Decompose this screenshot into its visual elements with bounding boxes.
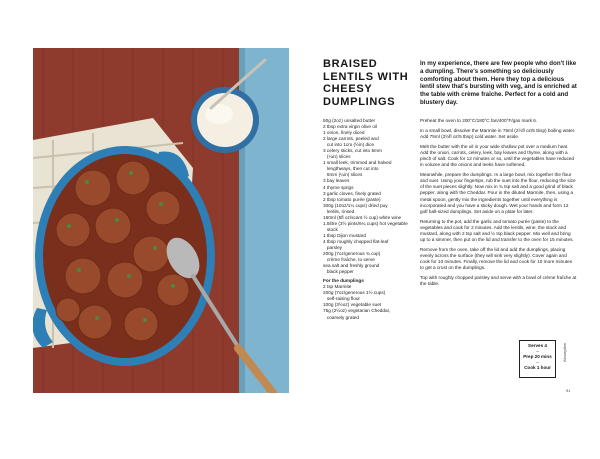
dumpling-ingredient-item: coarsely grated (323, 314, 359, 320)
dumpling-ingredient-item: 2 tsp Marmite (323, 284, 352, 290)
ingredient-item: 50g (2oz) unsalted butter (323, 118, 376, 123)
ingredient-item: lengthways, then cut into (323, 166, 379, 172)
ingredient-item: cut into 1cm (½in) dice (323, 142, 375, 148)
ingredient-item: sea salt and freshly ground (323, 263, 380, 269)
ingredient-item: 150ml (5fl oz/scant ½ cup) white wine (323, 214, 402, 220)
recipe-photo (33, 48, 289, 393)
prep-time: Prep 20 mins (523, 354, 552, 359)
method-step: Preheat the oven to 200°C/180°C fan/400°F/gas mark 6. (420, 118, 538, 123)
ingredient-item: 1.5litre (3½ pints/6¼ cups) hot vegetable (323, 220, 408, 226)
ingredient-item: 1 onion, finely diced (323, 130, 365, 136)
ingredient-item: 3 celery sticks, cut into 5mm (323, 148, 382, 154)
method-step: Top with roughly chopped parsley and serve with a bowl of crème fraîche at the table. (420, 275, 577, 287)
recipe-title: BRAISED LENTILS WITH CHEESY DUMPLINGS (323, 58, 409, 108)
method-step: Melt the butter with the oil in your wide shallow pot over a medium heat. Add the onion, carrots, celery, leek, bay leaves and thyme, along with a pinch of salt. Cook for 12 minutes or so, until the vegetables have reduced in volume and the onions and leeks have softened. (420, 144, 574, 168)
dumpling-ingredient-item: 100g (3½oz) vegetable suet (323, 302, 382, 308)
dumpling-ingredient-item: 75g (2½oz) vegetarian Cheddar, (323, 308, 391, 314)
method-step: Returning to the pot, add the garlic and tomato purée (paste) to the vegetables and cook for 2 minutes. Add the lentils, wine, the stock and mustard, along with 2 tsp salt and ½ tsp black pepper. Mix well and bring up to a simmer, then put on the lid and transfer to the oven for 15 minutes. (420, 218, 574, 242)
page-number: 91 (566, 388, 571, 393)
ingredient-item: 4 thyme sprigs (323, 184, 354, 190)
ingredient-item: black pepper (323, 269, 354, 275)
ingredient-item: (¼in) slices (323, 154, 351, 160)
ingredient-item: lentils, rinsed (323, 208, 355, 214)
section-label: Absorption (562, 342, 567, 362)
info-separator: – (536, 359, 539, 365)
method-step: Meanwhile, prepare the dumplings. In a large bowl, mix together the flour and suet. Using your fingertips, rub the suet into the flour, reducing the size of the suet pieces slightly. Now mix in ¾ tsp salt and a good grind of black pepper, along with the Cheddar. Pour in the diluted Marmite, then, using a metal spoon, gently mix the ingredients together until everything is incorporated and you have a sticky dough. Wet your hands and form 12 golf ball-sized dumplings. Set aside on a plate for later. (420, 172, 576, 214)
recipe-intro: In my experience, there are few people who don't like a dumpling. There's something so deliciously comforting about them. Here they top a delicious lentil stew that's bursting with veg, and is enriched at the table with crème fraîche. Perfect for a cold and blustery day. (420, 60, 577, 106)
ingredient-item: 2 large carrots, peeled and (323, 136, 379, 142)
ingredient-item: 4 tbsp roughly chopped flat-leaf (323, 238, 389, 244)
ingredient-item: 2 tbsp extra virgin olive oil (323, 124, 377, 130)
dumplings-heading: For the dumplings (323, 278, 364, 284)
ingredient-item: stock (323, 226, 338, 232)
info-separator: – (536, 348, 539, 354)
serving-info-box (519, 340, 556, 378)
dumplings-pan-illustration (33, 48, 289, 393)
method-steps (420, 118, 577, 291)
serves-label: Serves 4 (528, 343, 547, 348)
ingredient-item: 2 tbsp tomato purée (paste) (323, 196, 381, 202)
ingredients-list (323, 118, 415, 321)
ingredient-item: crème fraîche, to serve (323, 257, 375, 263)
ingredient-item: 3 bay leaves (323, 178, 350, 184)
ingredient-item: 5mm (¼in) slices (323, 172, 363, 178)
dumpling-ingredient-item: self-raising flour (323, 296, 360, 302)
ingredient-item: 1 tbsp Dijon mustard (323, 232, 366, 238)
method-step: Remove from the oven, take off the lid and add the dumplings, placing evenly across the surface (they will sink very slightly). Cover again and cook for 10 minutes. Finally, remove the lid and cook for 10 more minutes to get a crust on the dumplings. (420, 246, 573, 270)
ingredient-item: parsley (323, 244, 343, 250)
cook-time: Cook 1 hour (524, 365, 551, 370)
ingredient-item: 1 small leek, trimmed and halved (323, 160, 392, 166)
dumpling-ingredient-item: 200g (7oz/generous 1½ cups) (323, 290, 386, 296)
ingredient-item: 3 garlic cloves, finely grated (323, 190, 381, 196)
ingredient-item: 200g (7oz/generous ¾ cup) (323, 251, 381, 257)
ingredient-item: 300g (10oz/1¼ cups) dried puy (323, 202, 388, 208)
method-step: In a small bowl, dissolve the Marmite in 75ml (2½fl oz/5 tbsp) boiling water. Add 75ml (2½fl oz/5 tbsp) cold water. Set aside. (420, 128, 576, 140)
